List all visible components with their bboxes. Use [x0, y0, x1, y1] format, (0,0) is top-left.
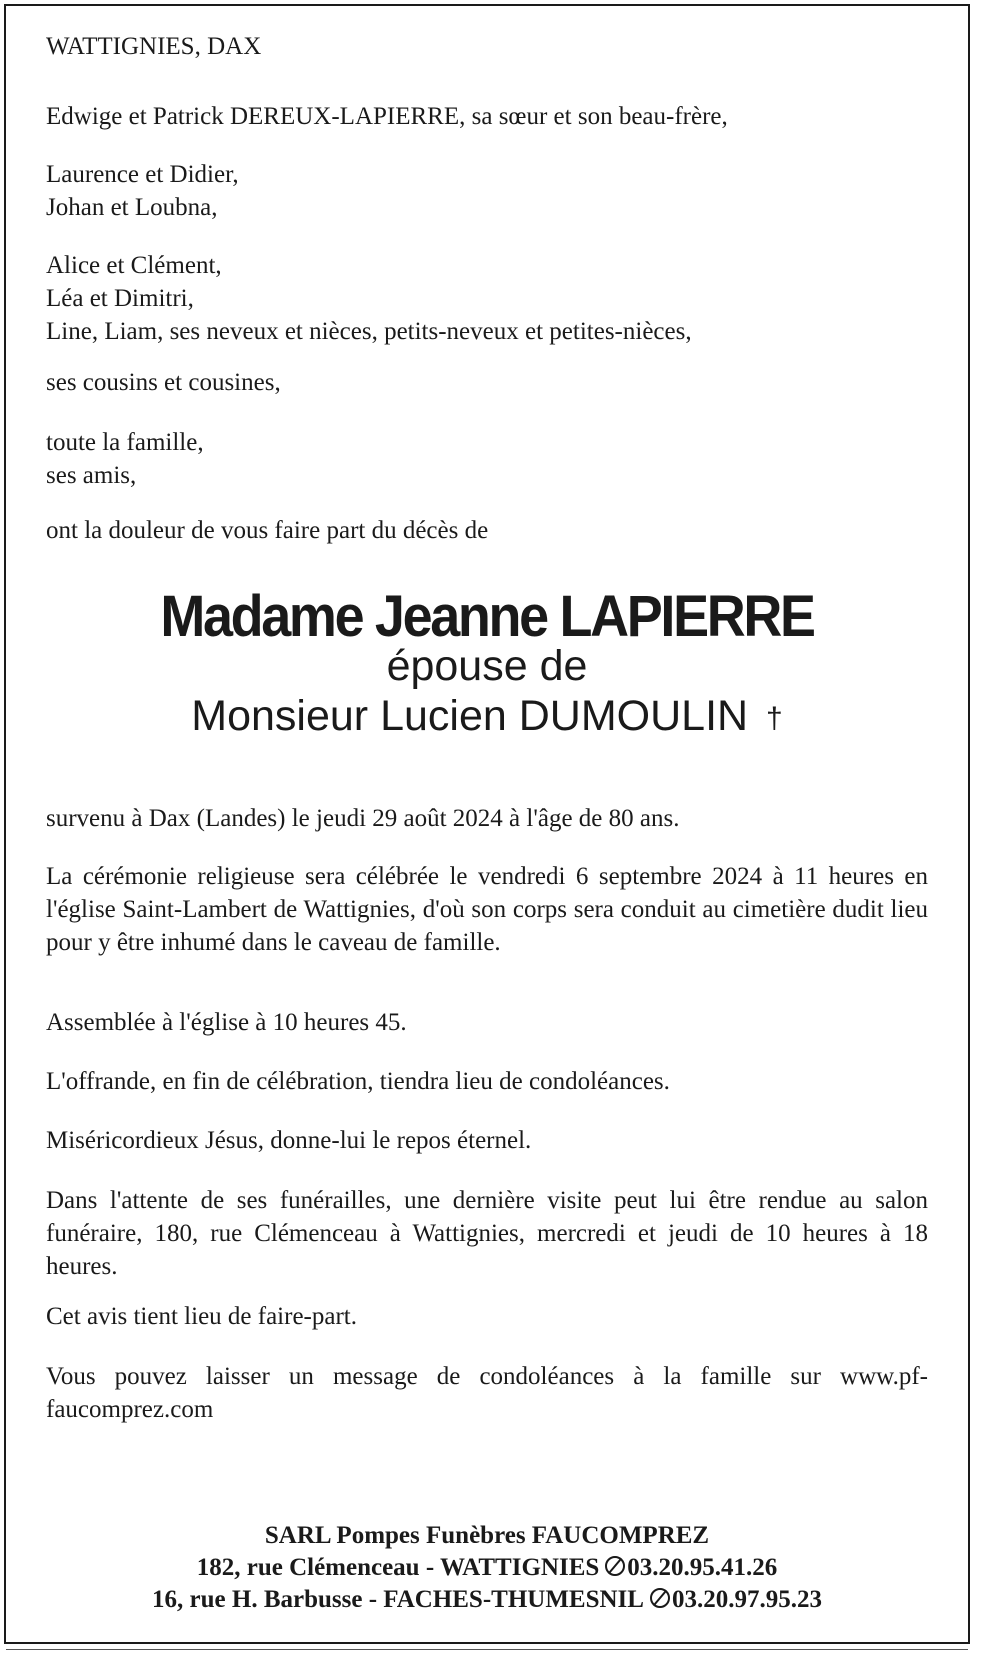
spouse-name-line [6, 690, 968, 745]
death-details: survenu à Dax (Landes) le jeudi 29 août 2024 à l'âge de 80 ans. [46, 805, 680, 832]
company-name: SARL Pompes Funèbres FAUCOMPREZ [264, 1522, 710, 1549]
header-location-block [46, 30, 928, 63]
header-location: WATTIGNIES, DAX [46, 33, 262, 60]
family-cousins: ses cousins et cousines, [46, 369, 281, 396]
notice-text: Cet avis tient lieu de faire-part. [46, 1303, 357, 1330]
message-block [46, 1360, 928, 1426]
address-2: 16, rue H. Barbusse - FACHES-THUMESNIL [152, 1586, 644, 1613]
offering-block [46, 1065, 928, 1098]
deceased-name: Madame Jeanne LAPIERRE [160, 584, 814, 649]
relation-label: épouse de [386, 642, 588, 690]
phone-icon [605, 1556, 625, 1576]
family-cousins-block [46, 366, 928, 399]
phone-1: 03.20.95.41.26 [627, 1554, 778, 1581]
announcement-block [46, 514, 928, 547]
family-member: Laurence et Didier, [46, 161, 239, 188]
bottom-rule [6, 1649, 968, 1650]
family-member: Alice et Clément, [46, 252, 222, 279]
prayer: Miséricordieux Jésus, donne-lui le repos éternel. [46, 1127, 532, 1154]
family-sister: Edwige et Patrick DEREUX-LAPIERRE, sa sœur et son beau-frère, [46, 103, 728, 130]
phone-2: 03.20.97.95.23 [671, 1586, 822, 1613]
offering-details: L'offrande, en fin de célébration, tiendra lieu de condoléances. [46, 1068, 670, 1095]
family-group2 [46, 158, 928, 224]
message-text: Vous pouvez laisser un message de condoléances à la famille sur www.pf-faucomprez.com [46, 1363, 928, 1423]
family-member: ses amis, [46, 462, 137, 489]
assembly-block [46, 1006, 928, 1039]
funeral-home-footer [26, 1520, 948, 1616]
announcement: ont la douleur de vous faire part du décès de [46, 517, 489, 544]
spouse-name: Monsieur Lucien DUMOULIN [191, 692, 749, 740]
address-line-2 [26, 1584, 948, 1616]
ceremony-block [46, 860, 928, 959]
family-member: Johan et Loubna, [46, 194, 218, 221]
family-member: Léa et Dimitri, [46, 285, 194, 312]
address-1: 182, rue Clémenceau - WATTIGNIES [196, 1554, 600, 1581]
cross-icon: † [766, 702, 783, 735]
ceremony-details: La cérémonie religieuse sera célébrée le vendredi 6 septembre 2024 à 11 heures en l'église Saint-Lambert de Wattignies, d'où son corps sera conduit au cimetière dudit lieu pour y être inhumé dans le caveau de famille. [46, 863, 928, 956]
family-member: Line, Liam, ses neveux et nièces, petits-neveux et petites-nièces, [46, 318, 692, 345]
obituary-notice [4, 4, 970, 1644]
family-line1-block [46, 100, 928, 133]
visit-block [46, 1184, 928, 1283]
assembly-details: Assemblée à l'église à 10 heures 45. [46, 1009, 407, 1036]
family-member: toute la famille, [46, 429, 204, 456]
family-group3 [46, 249, 928, 348]
visit-details: Dans l'attente de ses funérailles, une dernière visite peut lui être rendue au salon funéraire, 180, rue Clémenceau à Wattignies, mercredi et jeudi de 10 heures à 18 heures. [46, 1187, 928, 1280]
death-details-block [46, 802, 928, 835]
address-line-1 [26, 1552, 948, 1584]
phone-icon [650, 1588, 670, 1608]
prayer-block [46, 1124, 928, 1157]
notice-block [46, 1300, 928, 1333]
family-group5 [46, 426, 928, 492]
